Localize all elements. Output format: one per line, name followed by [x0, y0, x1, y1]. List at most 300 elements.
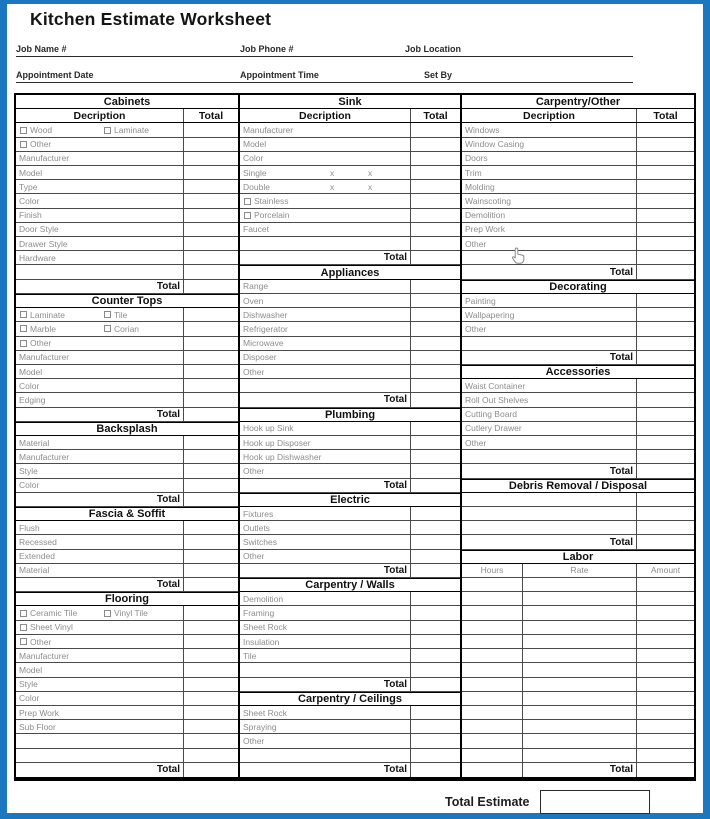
table-row	[16, 521, 238, 535]
labor-cell[interactable]	[636, 734, 694, 747]
value-cell[interactable]	[183, 123, 238, 136]
description-cell	[16, 479, 183, 492]
labor-cell[interactable]	[636, 692, 694, 705]
labor-cell[interactable]	[462, 663, 522, 676]
value-cell[interactable]	[183, 365, 238, 378]
labor-cell[interactable]	[462, 606, 522, 619]
value-cell[interactable]	[410, 152, 460, 165]
total-label-cell	[16, 493, 183, 506]
value-cell[interactable]	[183, 734, 238, 747]
row-label: Demolition	[465, 210, 506, 221]
value-cell[interactable]	[410, 550, 460, 563]
labor-cell[interactable]	[636, 749, 694, 762]
labor-cell[interactable]	[636, 578, 694, 591]
row-label: Manufacturer	[243, 125, 294, 135]
labor-cell[interactable]	[636, 720, 694, 733]
value-cell[interactable]	[183, 194, 238, 207]
value-cell[interactable]	[636, 194, 694, 207]
row-label: Extended	[19, 551, 55, 562]
labor-cell[interactable]	[462, 578, 522, 591]
table-row	[462, 237, 694, 251]
description-cell	[16, 550, 183, 563]
value-cell[interactable]	[410, 237, 460, 250]
labor-cell[interactable]	[636, 678, 694, 691]
total-label: Total	[156, 408, 180, 420]
value-cell[interactable]	[183, 138, 238, 151]
value-cell[interactable]	[410, 308, 460, 321]
labor-cell[interactable]	[462, 678, 522, 691]
checkbox-label: Wood	[30, 125, 53, 135]
value-cell[interactable]	[636, 322, 694, 335]
total-label-cell	[522, 763, 636, 777]
total-value-cell[interactable]	[183, 493, 238, 506]
value-cell[interactable]	[410, 720, 460, 733]
value-cell[interactable]	[636, 237, 694, 250]
labor-subheaders	[462, 564, 694, 578]
labor-header-rate	[522, 564, 636, 577]
description-cell	[240, 734, 410, 747]
blank-row	[462, 450, 694, 464]
value-cell[interactable]	[410, 649, 460, 662]
description-cell	[16, 265, 183, 278]
value-cell[interactable]	[183, 166, 238, 179]
total-label: Total	[383, 394, 407, 406]
row-label: Microwave	[243, 338, 284, 349]
checkbox[interactable]	[244, 198, 251, 205]
description-cell	[240, 379, 410, 392]
table-row	[462, 166, 694, 180]
labor-cell[interactable]	[462, 692, 522, 705]
value-cell[interactable]	[183, 223, 238, 236]
labor-cell[interactable]	[636, 606, 694, 619]
total-value-cell[interactable]	[636, 535, 694, 548]
description-cell	[16, 123, 183, 136]
value-cell[interactable]	[410, 464, 460, 477]
description-cell	[16, 379, 183, 392]
value-cell[interactable]	[636, 493, 694, 506]
value-cell[interactable]	[410, 734, 460, 747]
value-cell[interactable]	[410, 322, 460, 335]
description-cell	[16, 663, 183, 676]
description-cell	[240, 209, 410, 222]
total-label-cell	[16, 578, 183, 591]
checkbox-label: Laminate	[114, 125, 149, 135]
value-cell[interactable]	[636, 308, 694, 321]
description-cell	[16, 209, 183, 222]
total-row	[16, 280, 238, 294]
value-cell[interactable]	[410, 436, 460, 449]
value-cell[interactable]	[183, 550, 238, 563]
table-row	[240, 649, 460, 663]
table-row	[240, 123, 460, 137]
value-cell[interactable]	[410, 123, 460, 136]
description-cell	[240, 621, 410, 634]
row-label: Material	[19, 437, 50, 448]
table-row	[462, 138, 694, 152]
row-label: Model	[19, 167, 43, 178]
value-cell[interactable]	[410, 294, 460, 307]
total-value-cell[interactable]	[183, 408, 238, 421]
value-cell[interactable]	[410, 351, 460, 364]
check-option-marble	[16, 324, 56, 334]
row-label: Painting	[465, 295, 496, 306]
column-cabinets	[16, 95, 238, 777]
value-cell[interactable]	[183, 678, 238, 691]
table-row	[240, 706, 460, 720]
value-cell[interactable]	[183, 237, 238, 250]
value-cell[interactable]	[636, 152, 694, 165]
description-cell	[240, 720, 410, 733]
description-cell	[462, 408, 636, 421]
value-cell[interactable]	[410, 365, 460, 378]
row-label: Other	[243, 735, 265, 746]
labor-cell[interactable]	[522, 592, 636, 605]
description-cell	[240, 166, 410, 179]
checkbox[interactable]	[20, 610, 27, 617]
value-cell[interactable]	[410, 507, 460, 520]
description-cell	[240, 308, 410, 321]
section-title: Carpentry / Walls	[305, 579, 395, 592]
table-row	[16, 649, 238, 663]
section-title: Sink	[338, 95, 362, 108]
checkbox[interactable]	[104, 127, 111, 134]
checkbox[interactable]	[20, 624, 27, 631]
section-header-appliances	[240, 265, 460, 279]
total-row	[240, 564, 460, 578]
description-cell	[462, 322, 636, 335]
value-cell[interactable]	[183, 706, 238, 719]
table-row	[240, 606, 460, 620]
value-cell[interactable]	[410, 280, 460, 293]
dimension-x: x	[368, 167, 373, 178]
blank-row	[462, 507, 694, 521]
total-value-cell[interactable]	[183, 763, 238, 777]
value-cell[interactable]	[183, 749, 238, 762]
value-cell[interactable]	[636, 450, 694, 463]
table-row	[240, 166, 460, 180]
value-cell[interactable]	[183, 606, 238, 619]
value-cell[interactable]	[410, 194, 460, 207]
subheader-decription	[462, 109, 636, 122]
total-value-cell[interactable]	[636, 265, 694, 278]
checkbox[interactable]	[20, 638, 27, 645]
labor-cell[interactable]	[522, 678, 636, 691]
description-cell	[240, 635, 410, 648]
value-cell[interactable]	[636, 436, 694, 449]
section-title: Debris Removal / Disposal	[508, 479, 648, 492]
labor-cell[interactable]	[462, 763, 522, 777]
value-cell[interactable]	[410, 635, 460, 648]
total-value-cell[interactable]	[410, 564, 460, 577]
value-cell[interactable]	[636, 422, 694, 435]
value-cell[interactable]	[183, 521, 238, 534]
row-label: Single	[243, 167, 267, 178]
total-value-cell[interactable]	[410, 479, 460, 492]
total-value-cell[interactable]	[183, 578, 238, 591]
total-value-cell[interactable]	[183, 280, 238, 293]
value-cell[interactable]	[636, 507, 694, 520]
hand-pointer-icon	[507, 244, 529, 266]
table-row	[240, 635, 460, 649]
table-row	[16, 180, 238, 194]
checkbox[interactable]	[20, 141, 27, 148]
row-label: Double	[243, 181, 270, 192]
value-cell[interactable]	[636, 223, 694, 236]
total-value-cell[interactable]	[410, 251, 460, 264]
column-subheaders	[240, 109, 460, 123]
description-cell	[240, 649, 410, 662]
labor-cell[interactable]	[522, 734, 636, 747]
total-row	[16, 493, 238, 507]
checkbox[interactable]	[104, 311, 111, 318]
labor-cell[interactable]	[462, 706, 522, 719]
value-cell[interactable]	[636, 337, 694, 350]
table-row	[16, 606, 238, 620]
check-option-stainless	[240, 196, 289, 206]
description-cell	[16, 521, 183, 534]
checkbox[interactable]	[20, 311, 27, 318]
checkbox-label: Marble	[30, 323, 56, 334]
labor-cell[interactable]	[522, 692, 636, 705]
row-label: Model	[19, 366, 43, 377]
value-cell[interactable]	[636, 393, 694, 406]
check-option-tile	[100, 308, 127, 321]
description-cell	[16, 535, 183, 548]
value-cell[interactable]	[183, 663, 238, 676]
table-row	[16, 152, 238, 166]
row-label: Manufacturer	[19, 650, 70, 661]
value-cell[interactable]	[410, 422, 460, 435]
row-label: Roll Out Shelves	[465, 394, 529, 405]
value-cell[interactable]	[636, 521, 694, 534]
description-cell	[462, 209, 636, 222]
column-sink	[238, 95, 460, 777]
labor-cell[interactable]	[462, 734, 522, 747]
table-row	[16, 365, 238, 379]
table-row	[240, 450, 460, 464]
total-label-cell	[462, 351, 636, 364]
total-value-cell[interactable]	[636, 464, 694, 477]
labor-cell[interactable]	[522, 621, 636, 634]
blank-row	[462, 521, 694, 535]
description-cell	[240, 365, 410, 378]
value-cell[interactable]	[410, 209, 460, 222]
row-label: Refrigerator	[243, 323, 288, 334]
labor-cell[interactable]	[636, 592, 694, 605]
value-cell[interactable]	[183, 308, 238, 321]
table-row	[462, 422, 694, 436]
total-label: Total	[383, 764, 407, 776]
labor-cell[interactable]	[462, 621, 522, 634]
labor-cell[interactable]	[636, 663, 694, 676]
value-cell[interactable]	[410, 138, 460, 151]
value-cell[interactable]	[410, 663, 460, 676]
labor-cell[interactable]	[522, 606, 636, 619]
description-cell	[462, 393, 636, 406]
labor-cell[interactable]	[462, 720, 522, 733]
field-rule-2	[16, 82, 633, 83]
section-header-electric	[240, 493, 460, 507]
labor-header-text: Rate	[570, 565, 589, 576]
value-cell[interactable]	[183, 251, 238, 264]
value-cell[interactable]	[183, 635, 238, 648]
description-cell	[462, 138, 636, 151]
total-value-cell[interactable]	[410, 393, 460, 406]
labor-cell[interactable]	[522, 706, 636, 719]
row-label: Color	[19, 693, 40, 704]
description-cell	[462, 194, 636, 207]
value-cell[interactable]	[636, 251, 694, 264]
value-cell[interactable]	[636, 138, 694, 151]
total-label: Total	[156, 579, 180, 591]
labor-cell[interactable]	[636, 706, 694, 719]
value-cell[interactable]	[410, 166, 460, 179]
value-cell[interactable]	[183, 564, 238, 577]
checkbox[interactable]	[104, 325, 111, 332]
checkbox[interactable]	[20, 325, 27, 332]
subheader-text: Decription	[299, 109, 351, 122]
checkbox[interactable]	[244, 212, 251, 219]
row-label: Fixtures	[243, 508, 274, 519]
labor-cell[interactable]	[522, 649, 636, 662]
total-value-cell[interactable]	[636, 351, 694, 364]
labor-row	[462, 692, 694, 706]
checkbox[interactable]	[104, 610, 111, 617]
labor-cell[interactable]	[522, 663, 636, 676]
value-cell[interactable]	[410, 606, 460, 619]
total-estimate-input[interactable]	[540, 790, 650, 814]
check-option-other	[16, 338, 51, 348]
labor-cell[interactable]	[636, 621, 694, 634]
description-cell	[240, 180, 410, 193]
description-cell	[16, 337, 183, 350]
check-option-other	[16, 637, 51, 647]
description-cell	[462, 180, 636, 193]
value-cell[interactable]	[183, 692, 238, 705]
total-value-cell[interactable]	[636, 763, 694, 777]
value-cell[interactable]	[410, 535, 460, 548]
total-row	[16, 408, 238, 422]
table-row	[16, 720, 238, 734]
description-cell	[240, 322, 410, 335]
value-cell[interactable]	[636, 379, 694, 392]
value-cell[interactable]	[410, 521, 460, 534]
value-cell[interactable]	[410, 223, 460, 236]
table-row	[462, 393, 694, 407]
value-cell[interactable]	[183, 209, 238, 222]
section-header-flooring	[16, 592, 238, 606]
value-cell[interactable]	[410, 379, 460, 392]
value-cell[interactable]	[183, 180, 238, 193]
labor-cell[interactable]	[462, 749, 522, 762]
value-cell[interactable]	[183, 621, 238, 634]
labor-cell[interactable]	[462, 592, 522, 605]
subheader-total	[183, 109, 238, 122]
description-cell	[462, 237, 636, 250]
value-cell[interactable]	[636, 123, 694, 136]
value-cell[interactable]	[410, 337, 460, 350]
value-cell[interactable]	[183, 393, 238, 406]
checkbox-label: Stainless	[254, 196, 289, 207]
value-cell[interactable]	[410, 450, 460, 463]
check-option-laminate	[16, 310, 65, 320]
value-cell[interactable]	[636, 166, 694, 179]
value-cell[interactable]	[183, 152, 238, 165]
labor-cell[interactable]	[462, 635, 522, 648]
labor-cell[interactable]	[636, 635, 694, 648]
table-row	[462, 408, 694, 422]
section-header-debris-removal-disposal	[462, 479, 694, 493]
table-row	[462, 194, 694, 208]
total-label-cell	[16, 763, 183, 777]
labor-row	[462, 635, 694, 649]
labor-row	[462, 663, 694, 677]
value-cell[interactable]	[636, 180, 694, 193]
section-header-carpentry-other	[462, 95, 694, 109]
value-cell[interactable]	[183, 379, 238, 392]
checkbox[interactable]	[20, 340, 27, 347]
labor-cell[interactable]	[522, 749, 636, 762]
description-cell	[462, 123, 636, 136]
labor-cell[interactable]	[522, 635, 636, 648]
value-cell[interactable]	[636, 294, 694, 307]
labor-cell[interactable]	[636, 649, 694, 662]
value-cell[interactable]	[183, 649, 238, 662]
blank-row	[462, 337, 694, 351]
value-cell[interactable]	[183, 479, 238, 492]
total-label: Total	[383, 564, 407, 576]
description-cell	[240, 337, 410, 350]
value-cell[interactable]	[410, 749, 460, 762]
description-cell	[462, 450, 636, 463]
labor-cell[interactable]	[522, 720, 636, 733]
value-cell[interactable]	[183, 265, 238, 278]
total-value-cell[interactable]	[410, 763, 460, 777]
row-label: Window Casing	[465, 139, 525, 150]
value-cell[interactable]	[410, 592, 460, 605]
section-title: Counter Tops	[91, 295, 163, 307]
table-row	[240, 464, 460, 478]
labor-cell[interactable]	[462, 649, 522, 662]
row-label: Sheet Rock	[243, 707, 287, 718]
value-cell[interactable]	[183, 535, 238, 548]
description-cell	[462, 436, 636, 449]
value-cell[interactable]	[410, 180, 460, 193]
table-row	[16, 692, 238, 706]
value-cell[interactable]	[636, 209, 694, 222]
value-cell[interactable]	[183, 450, 238, 463]
value-cell[interactable]	[183, 351, 238, 364]
total-row	[462, 464, 694, 478]
value-cell[interactable]	[183, 436, 238, 449]
labor-header-text: Hours	[480, 565, 504, 576]
value-cell[interactable]	[410, 706, 460, 719]
section-header-fascia-soffit	[16, 507, 238, 521]
total-value-cell[interactable]	[410, 678, 460, 691]
table-row	[462, 152, 694, 166]
value-cell[interactable]	[183, 337, 238, 350]
value-cell[interactable]	[183, 322, 238, 335]
description-cell	[16, 720, 183, 733]
value-cell[interactable]	[636, 408, 694, 421]
checkbox[interactable]	[20, 127, 27, 134]
table-row	[240, 322, 460, 336]
value-cell[interactable]	[183, 720, 238, 733]
value-cell[interactable]	[183, 464, 238, 477]
labor-cell[interactable]	[522, 578, 636, 591]
row-label: Drawer Style	[19, 238, 68, 249]
value-cell[interactable]	[410, 621, 460, 634]
